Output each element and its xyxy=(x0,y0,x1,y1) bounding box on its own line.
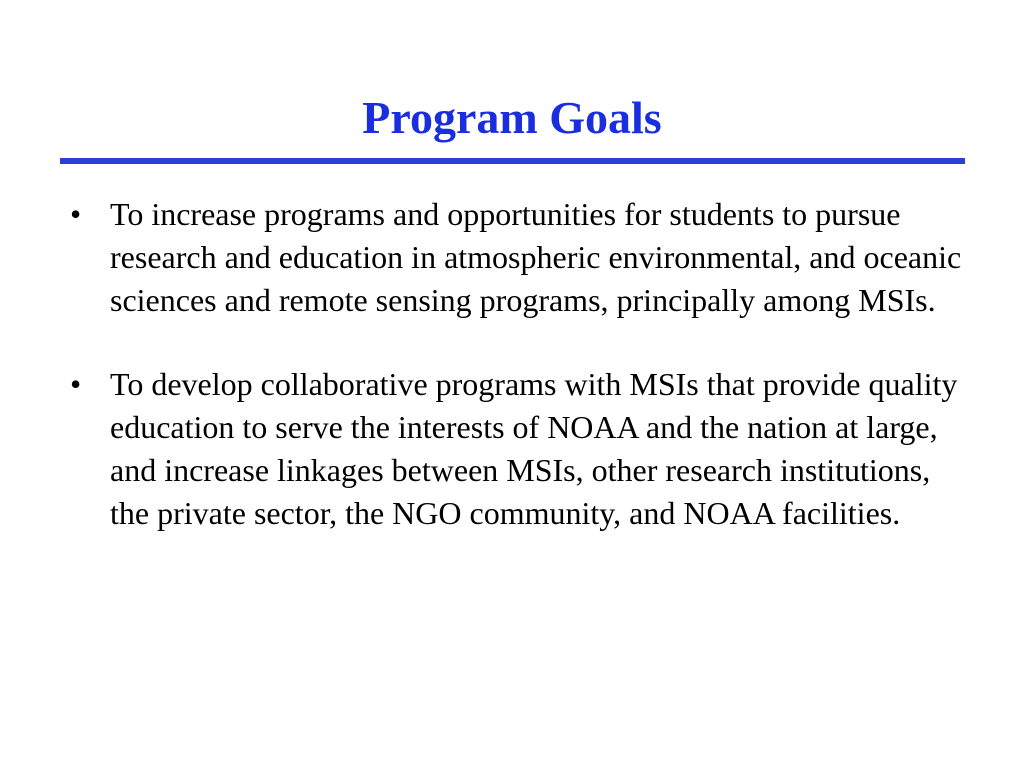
bullet-icon: • xyxy=(70,196,82,232)
bullet-icon: • xyxy=(70,366,82,402)
bullet-list xyxy=(70,193,970,576)
slide-title: Program Goals xyxy=(362,92,662,143)
title-divider xyxy=(60,158,965,164)
bullet-item xyxy=(70,363,970,535)
bullet-item xyxy=(70,193,970,322)
bullet-text: To develop collaborative programs with MSIs that provide quality education to serve the interests of NOAA and the nation at large, and increase linkages between MSIs, other research institutions, the private sector, the NGO community, and NOAA facilities. xyxy=(110,366,958,531)
bullet-text: To increase programs and opportunities for students to pursue research and education in atmospheric environmental, and oceanic sciences and remote sensing programs, principally among MSIs. xyxy=(110,196,962,318)
